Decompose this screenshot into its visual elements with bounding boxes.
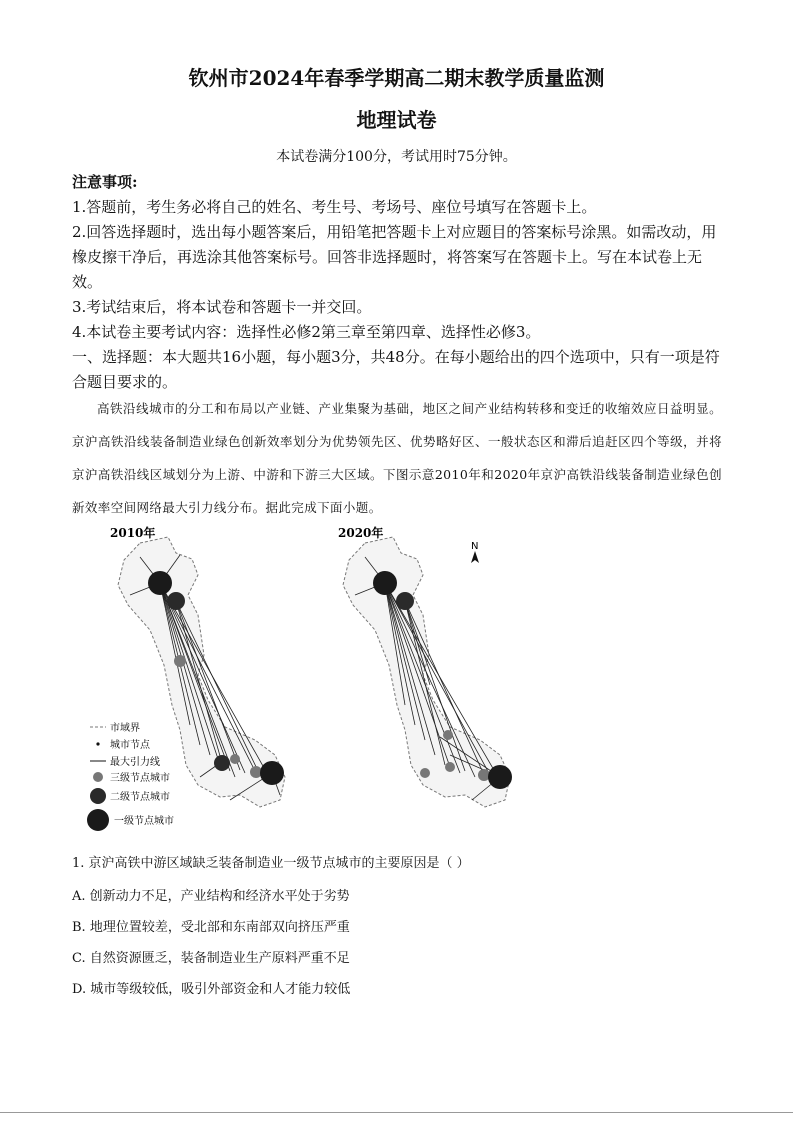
map2-city-node-level3 bbox=[443, 730, 453, 740]
map1-city-node-level2 bbox=[214, 755, 230, 771]
legend-label: 最大引力线 bbox=[110, 757, 160, 768]
notes-block bbox=[72, 170, 722, 395]
map2-year-label: 2020年 bbox=[338, 526, 384, 540]
note-item: 1.答题前，考生务必将自己的姓名、考生号、考场号、座位号填写在答题卡上。 bbox=[72, 198, 597, 216]
note-item: 3.考试结束后，将本试卷和答题卡一并交回。 bbox=[72, 298, 372, 316]
legend-label: 市域界 bbox=[110, 723, 140, 734]
map2-city-node-level3 bbox=[445, 762, 455, 772]
passage bbox=[72, 392, 722, 524]
legend-label: 城市节点 bbox=[110, 740, 150, 751]
legend-node-swatch bbox=[96, 742, 99, 745]
map1-city-node-level1 bbox=[148, 571, 172, 595]
map1-city-node-level3 bbox=[230, 754, 240, 764]
note-item: 2.回答选择题时，选出每小题答案后，用铅笔把答题卡上对应题目的答案标号涂黑。如需改动，用橡皮擦干净后，再选涂其他答案标号。回答非选择题时，将答案写在答题卡上。写在本试卷上无效。 bbox=[72, 223, 717, 291]
map-legend bbox=[87, 721, 174, 831]
notes-heading: 注意事项: bbox=[72, 173, 138, 191]
exam-info: 本试卷满分100分，考试用时75分钟。 bbox=[276, 149, 517, 165]
section-heading: 一、选择题：本大题共16小题，每小题3分，共48分。在每小题给出的四个选项中，只有一项是符合题目要求的。 bbox=[72, 348, 720, 391]
legend-label: 二级节点城市 bbox=[110, 792, 170, 803]
map2-city-node-level3 bbox=[420, 768, 430, 778]
legend-label: 三级节点城市 bbox=[110, 773, 170, 784]
map2-city-node-level2 bbox=[396, 592, 414, 610]
page-bottom-divider bbox=[0, 1112, 793, 1113]
legend-level3-swatch bbox=[93, 772, 103, 782]
option-d: D. 城市等级较低，吸引外部资金和人才能力较低 bbox=[72, 982, 351, 997]
north-label: N bbox=[471, 541, 479, 552]
passage-text: 高铁沿线城市的分工和布局以产业链、产业集聚为基础，地区之间产业结构转移和变迁的收缩效应日益明显。京沪高铁沿线装备制造业绿色创新效率划分为优势领先区、优势略好区、一般状态区和滞后追赶区四个等级，并将京沪高铁沿线区域划分为上游、中游和下游三大区域。下图示意2010年和2020年京沪高铁沿线装备制造业绿色创新效率空间网络最大引力线分布。据此完成下面小题。 bbox=[72, 401, 722, 515]
note-item: 4.本试卷主要考试内容：选择性必修2第三章至第四章、选择性必修3。 bbox=[72, 323, 541, 341]
option-c: C. 自然资源匮乏，装备制造业生产原料严重不足 bbox=[72, 951, 350, 966]
map2-city-node-level1 bbox=[373, 571, 397, 595]
question-stem: 1. 京沪高铁中游区域缺乏装备制造业一级节点城市的主要原因是（ ） bbox=[72, 856, 470, 871]
legend-level1-swatch bbox=[87, 809, 109, 831]
exam-title: 钦州市2024年春季学期高二期末教学质量监测 bbox=[188, 66, 605, 90]
map1-city-node-level1 bbox=[260, 761, 284, 785]
map1-year-label: 2010年 bbox=[110, 526, 156, 540]
legend-label: 一级节点城市 bbox=[114, 816, 174, 827]
railway-maps-figure bbox=[80, 515, 520, 840]
map1-city-node-level2 bbox=[167, 592, 185, 610]
north-arrow bbox=[471, 541, 479, 563]
option-b: B. 地理位置较差，受北部和东南部双向挤压严重 bbox=[72, 920, 350, 935]
map1-city-node-level3 bbox=[174, 655, 186, 667]
subject-title: 地理试卷 bbox=[356, 108, 437, 132]
north-arrow-icon bbox=[471, 551, 479, 563]
map2-city-node-level1 bbox=[488, 765, 512, 789]
option-a: A. 创新动力不足，产业结构和经济水平处于劣势 bbox=[72, 889, 350, 904]
legend-level2-swatch bbox=[90, 788, 106, 804]
